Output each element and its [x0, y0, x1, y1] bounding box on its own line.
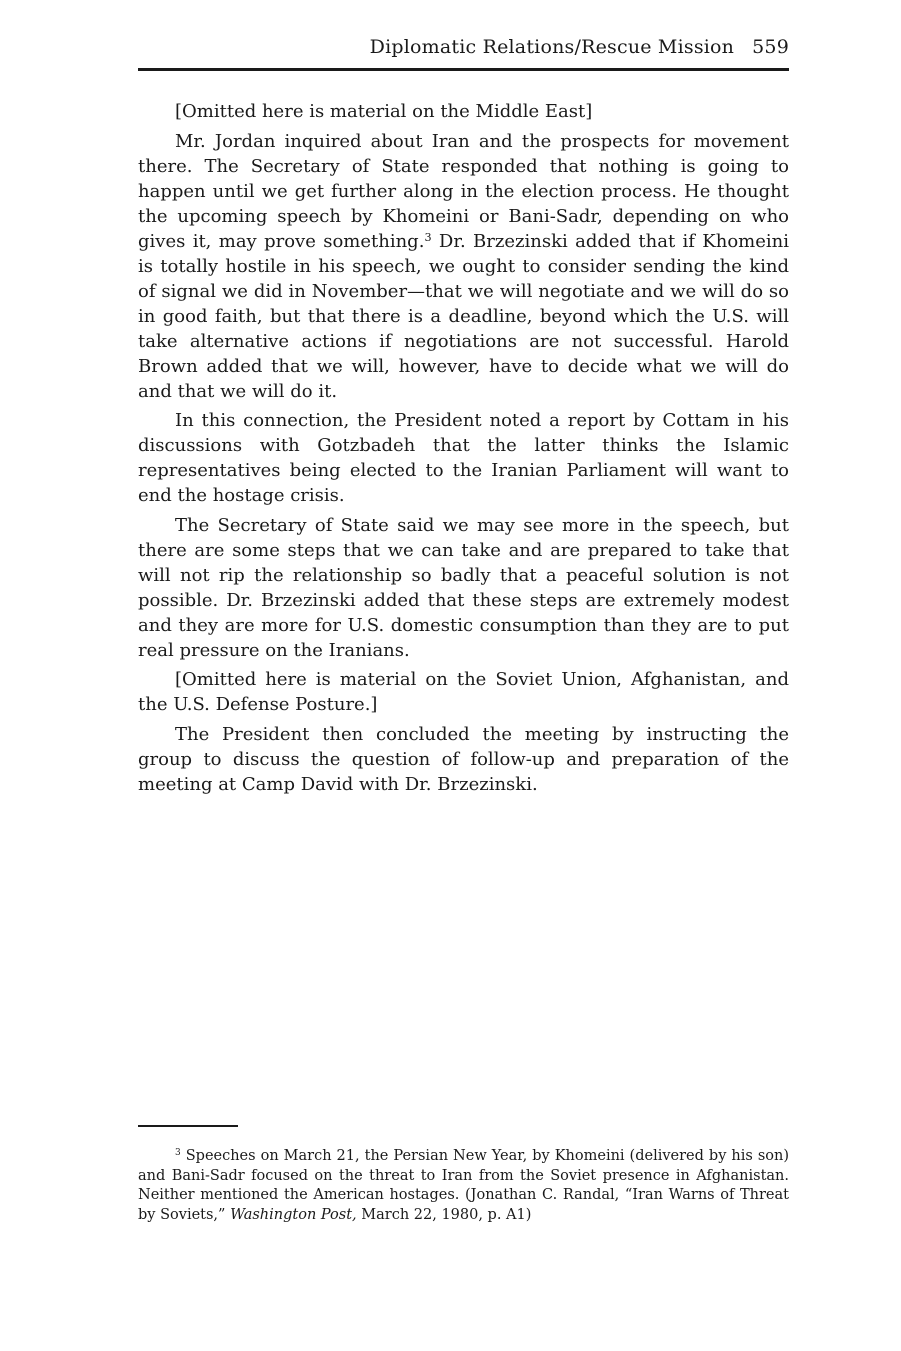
paragraph-text: Mr. Jordan inquired about Iran and the prospects for movement there. The Secretary of State responded that nothing is going to happen until we get further along in the election process. He thought the upcoming speech by Khomeini or Bani-Sadr, depending on who gives it, may prove something. [138, 130, 789, 252]
paragraph-jordan-iran [138, 129, 789, 404]
paragraph-omitted-soviet: [Omitted here is material on the Soviet Union, Afghanistan, and the U.S. Defense Posture.] [138, 669, 789, 715]
footnote-text: Speeches on March 21, the Persian New Year, by Khomeini (delivered by his son) and Bani-Sadr focused on the threat to Iran from the Soviet presence in Afghanistan. Neither mentioned the American hostages. (Jonathan C. Randal, “Iran Warns of Threat by Soviets,” [138, 1148, 789, 1223]
footnote-reference[interactable]: 3 [424, 230, 432, 244]
footnote [138, 1147, 789, 1225]
paragraph-omitted-middle-east: [Omitted here is material on the Middle East] [175, 101, 593, 122]
paragraph-secretary-steps: The Secretary of State said we may see more in the speech, but there are some steps that we can take and are prepared to take that will not rip the relationship so badly that a peaceful solution is not possible. Dr. Brzezinski added that these steps are extremely modest and they are more for U.S. domestic consumption than they are to put real pressure on the Iranians. [138, 514, 789, 661]
paragraph-text: Dr. Brzezinski added that if Khomeini is totally hostile in his speech, we ought to consider sending the kind of signal we did in November—that we will negotiate and we will do so in good faith, but that there is a deadline, beyond which the U.S. will take alternative actions if negotiations are not successful. Harold Brown added that we will, however, have to decide what we will do and that we will do it. [138, 230, 790, 402]
running-title: Diplomatic Relations/Rescue Mission [369, 36, 735, 58]
header-rule [138, 68, 789, 71]
body-text [138, 99, 789, 801]
footnote-marker: 3 [175, 1148, 181, 1159]
footnote-text-end: March 22, 1980, p. A1) [356, 1206, 532, 1223]
footnote-rule [138, 1125, 238, 1127]
paragraph-president-concluded: The President then concluded the meeting by instructing the group to discuss the question of follow-up and preparation of the meeting at Camp David with Dr. Brzezinski. [138, 723, 789, 795]
footnote-source-title: Washington Post, [230, 1206, 357, 1223]
paragraph-cottam-report: In this connection, the President noted a report by Cottam in his discussions with Gotzbadeh that the latter thinks the Islamic representatives being elected to the Iranian Parliament will want to end the hostage crisis. [138, 410, 789, 506]
page-number: 559 [752, 36, 789, 58]
running-header [370, 36, 789, 58]
